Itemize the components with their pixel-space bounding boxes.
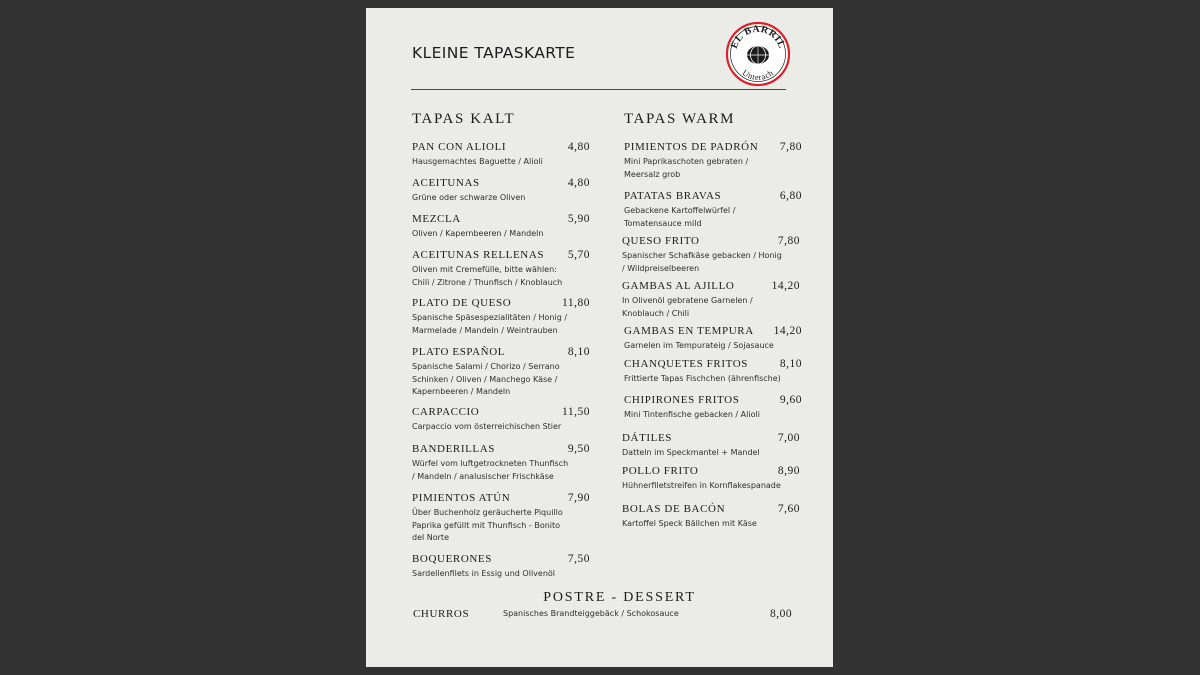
item-price: 8,10 <box>779 358 802 370</box>
item-price: 7,80 <box>777 235 800 247</box>
logo-bottom-text: Unterach <box>740 67 776 83</box>
item-name: ACEITUNAS RELLENAS <box>412 249 545 261</box>
item-description: Frittierte Tapas Fischchen (ährenfische) <box>624 374 781 383</box>
cold-item <box>412 492 590 545</box>
item-description: Hühnerfiletstreifen in Kornflakespanade <box>622 481 781 490</box>
item-price: 4,80 <box>567 177 590 189</box>
cold-item <box>412 553 590 581</box>
item-description: Mini Tintenfische gebacken / Alioli <box>624 410 760 419</box>
title-divider <box>411 89 786 90</box>
cold-item <box>412 249 590 289</box>
warm-item <box>622 432 800 460</box>
item-description: Oliven / Kapernbeeren / Mandeln <box>412 229 544 238</box>
cold-item <box>412 346 590 399</box>
item-price: 9,60 <box>779 394 802 406</box>
barrel-icon <box>747 46 769 64</box>
warm-item <box>624 325 802 353</box>
item-description: Spanische Salami / Chorizo / Serrano Schinken / Oliven / Manchego Käse / Kapernbeeren / Mandeln <box>412 362 560 396</box>
item-price: 7,60 <box>777 503 800 515</box>
item-description: Kartoffel Speck Bällchen mit Käse <box>622 519 757 528</box>
item-description: Über Buchenholz geräucherte Piquillo Paprika gefüllt mit Thunfisch - Bonito del Norte <box>412 508 563 542</box>
item-name: PLATO DE QUESO <box>412 297 512 309</box>
warm-item <box>622 280 800 320</box>
item-name: CARPACCIO <box>412 406 480 418</box>
item-name: CHIPIRONES FRITOS <box>624 394 740 406</box>
item-price: 8,10 <box>567 346 590 358</box>
item-price: 5,70 <box>567 249 590 261</box>
el-barril-logo <box>724 20 792 88</box>
item-name: CHANQUETES FRITOS <box>624 358 748 370</box>
dessert-name: CHURROS <box>413 608 470 620</box>
cold-heading: TAPAS KALT <box>412 111 516 127</box>
item-price: 7,80 <box>779 141 802 153</box>
cold-item <box>412 443 590 483</box>
item-name: PLATO ESPAÑOL <box>412 346 506 358</box>
item-description: In Olivenöl gebratene Garnelen / Knoblauch / Chili <box>622 296 753 318</box>
item-description: Datteln im Speckmantel + Mandel <box>622 448 760 457</box>
warm-item <box>624 358 802 386</box>
item-price: 7,50 <box>567 553 590 565</box>
menu-page <box>366 8 833 667</box>
item-price: 7,00 <box>777 432 800 444</box>
item-name: BOLAS DE BACÓN <box>622 503 726 515</box>
warm-item <box>622 503 800 531</box>
dessert-price: 8,00 <box>770 608 793 620</box>
item-name: ACEITUNAS <box>412 177 480 189</box>
item-name: DÁTILES <box>622 432 673 444</box>
item-description: Garnelen im Tempurateig / Sojasauce <box>624 341 774 350</box>
menu-title: KLEINE TAPASKARTE <box>412 44 576 62</box>
item-name: BOQUERONES <box>412 553 492 565</box>
dessert-heading: POSTRE - DESSERT <box>543 590 696 605</box>
item-price: 5,90 <box>567 213 590 225</box>
item-name: BANDERILLAS <box>412 443 495 455</box>
item-description: Mini Paprikaschoten gebraten / Meersalz grob <box>624 157 749 179</box>
cold-item <box>412 213 590 241</box>
item-description: Carpaccio vom österreichischen Stier <box>412 422 562 431</box>
item-description: Sardellenfilets in Essig und Olivenöl <box>412 569 556 578</box>
item-name: QUESO FRITO <box>622 235 700 247</box>
item-name: PATATAS BRAVAS <box>624 190 722 202</box>
item-price: 9,50 <box>567 443 590 455</box>
warm-item <box>624 394 802 422</box>
item-description: Grüne oder schwarze Oliven <box>412 193 526 202</box>
cold-item <box>412 406 590 434</box>
item-name: PIMIENTOS DE PADRÓN <box>624 141 759 153</box>
item-price: 11,80 <box>562 297 590 309</box>
item-name: PAN CON ALIOLI <box>412 141 507 153</box>
item-name: PIMIENTOS ATÚN <box>412 492 511 504</box>
item-price: 4,80 <box>567 141 590 153</box>
item-name: MEZCLA <box>412 213 461 225</box>
item-price: 8,90 <box>777 465 800 477</box>
cold-item <box>412 177 590 205</box>
item-name: GAMBAS EN TEMPURA <box>624 325 754 337</box>
item-description: Hausgemachtes Baguette / Alioli <box>412 157 543 166</box>
dessert-description: Spanisches Brandteiggebäck / Schokosauce <box>503 609 679 618</box>
warm-item <box>622 235 800 275</box>
logo-top-text: EL BARRIL <box>728 23 788 51</box>
item-name: POLLO FRITO <box>622 465 699 477</box>
item-description: Oliven mit Cremefülle, bitte wählen: Chili / Zitrone / Thunfisch / Knoblauch <box>412 265 563 287</box>
cold-item <box>412 141 590 169</box>
warm-heading: TAPAS WARM <box>624 111 736 127</box>
item-price: 14,20 <box>771 280 800 292</box>
item-price: 11,50 <box>562 406 590 418</box>
warm-item <box>624 141 802 181</box>
item-price: 6,80 <box>779 190 802 202</box>
cold-item <box>412 297 590 337</box>
item-description: Spanische Späsespezialitäten / Honig / Marmelade / Mandeln / Weintrauben <box>412 313 568 335</box>
item-description: Spanischer Schafkäse gebacken / Honig / Wildpreiselbeeren <box>622 251 782 273</box>
item-name: GAMBAS AL AJILLO <box>622 280 735 292</box>
item-price: 7,90 <box>567 492 590 504</box>
warm-item <box>622 465 800 493</box>
warm-item <box>624 190 802 230</box>
item-description: Gebackene Kartoffelwürfel / Tomatensauce mild <box>624 206 736 228</box>
item-description: Würfel vom luftgetrockneten Thunfisch / Mandeln / analusischer Frischkäse <box>412 459 569 481</box>
item-price: 14,20 <box>773 325 802 337</box>
